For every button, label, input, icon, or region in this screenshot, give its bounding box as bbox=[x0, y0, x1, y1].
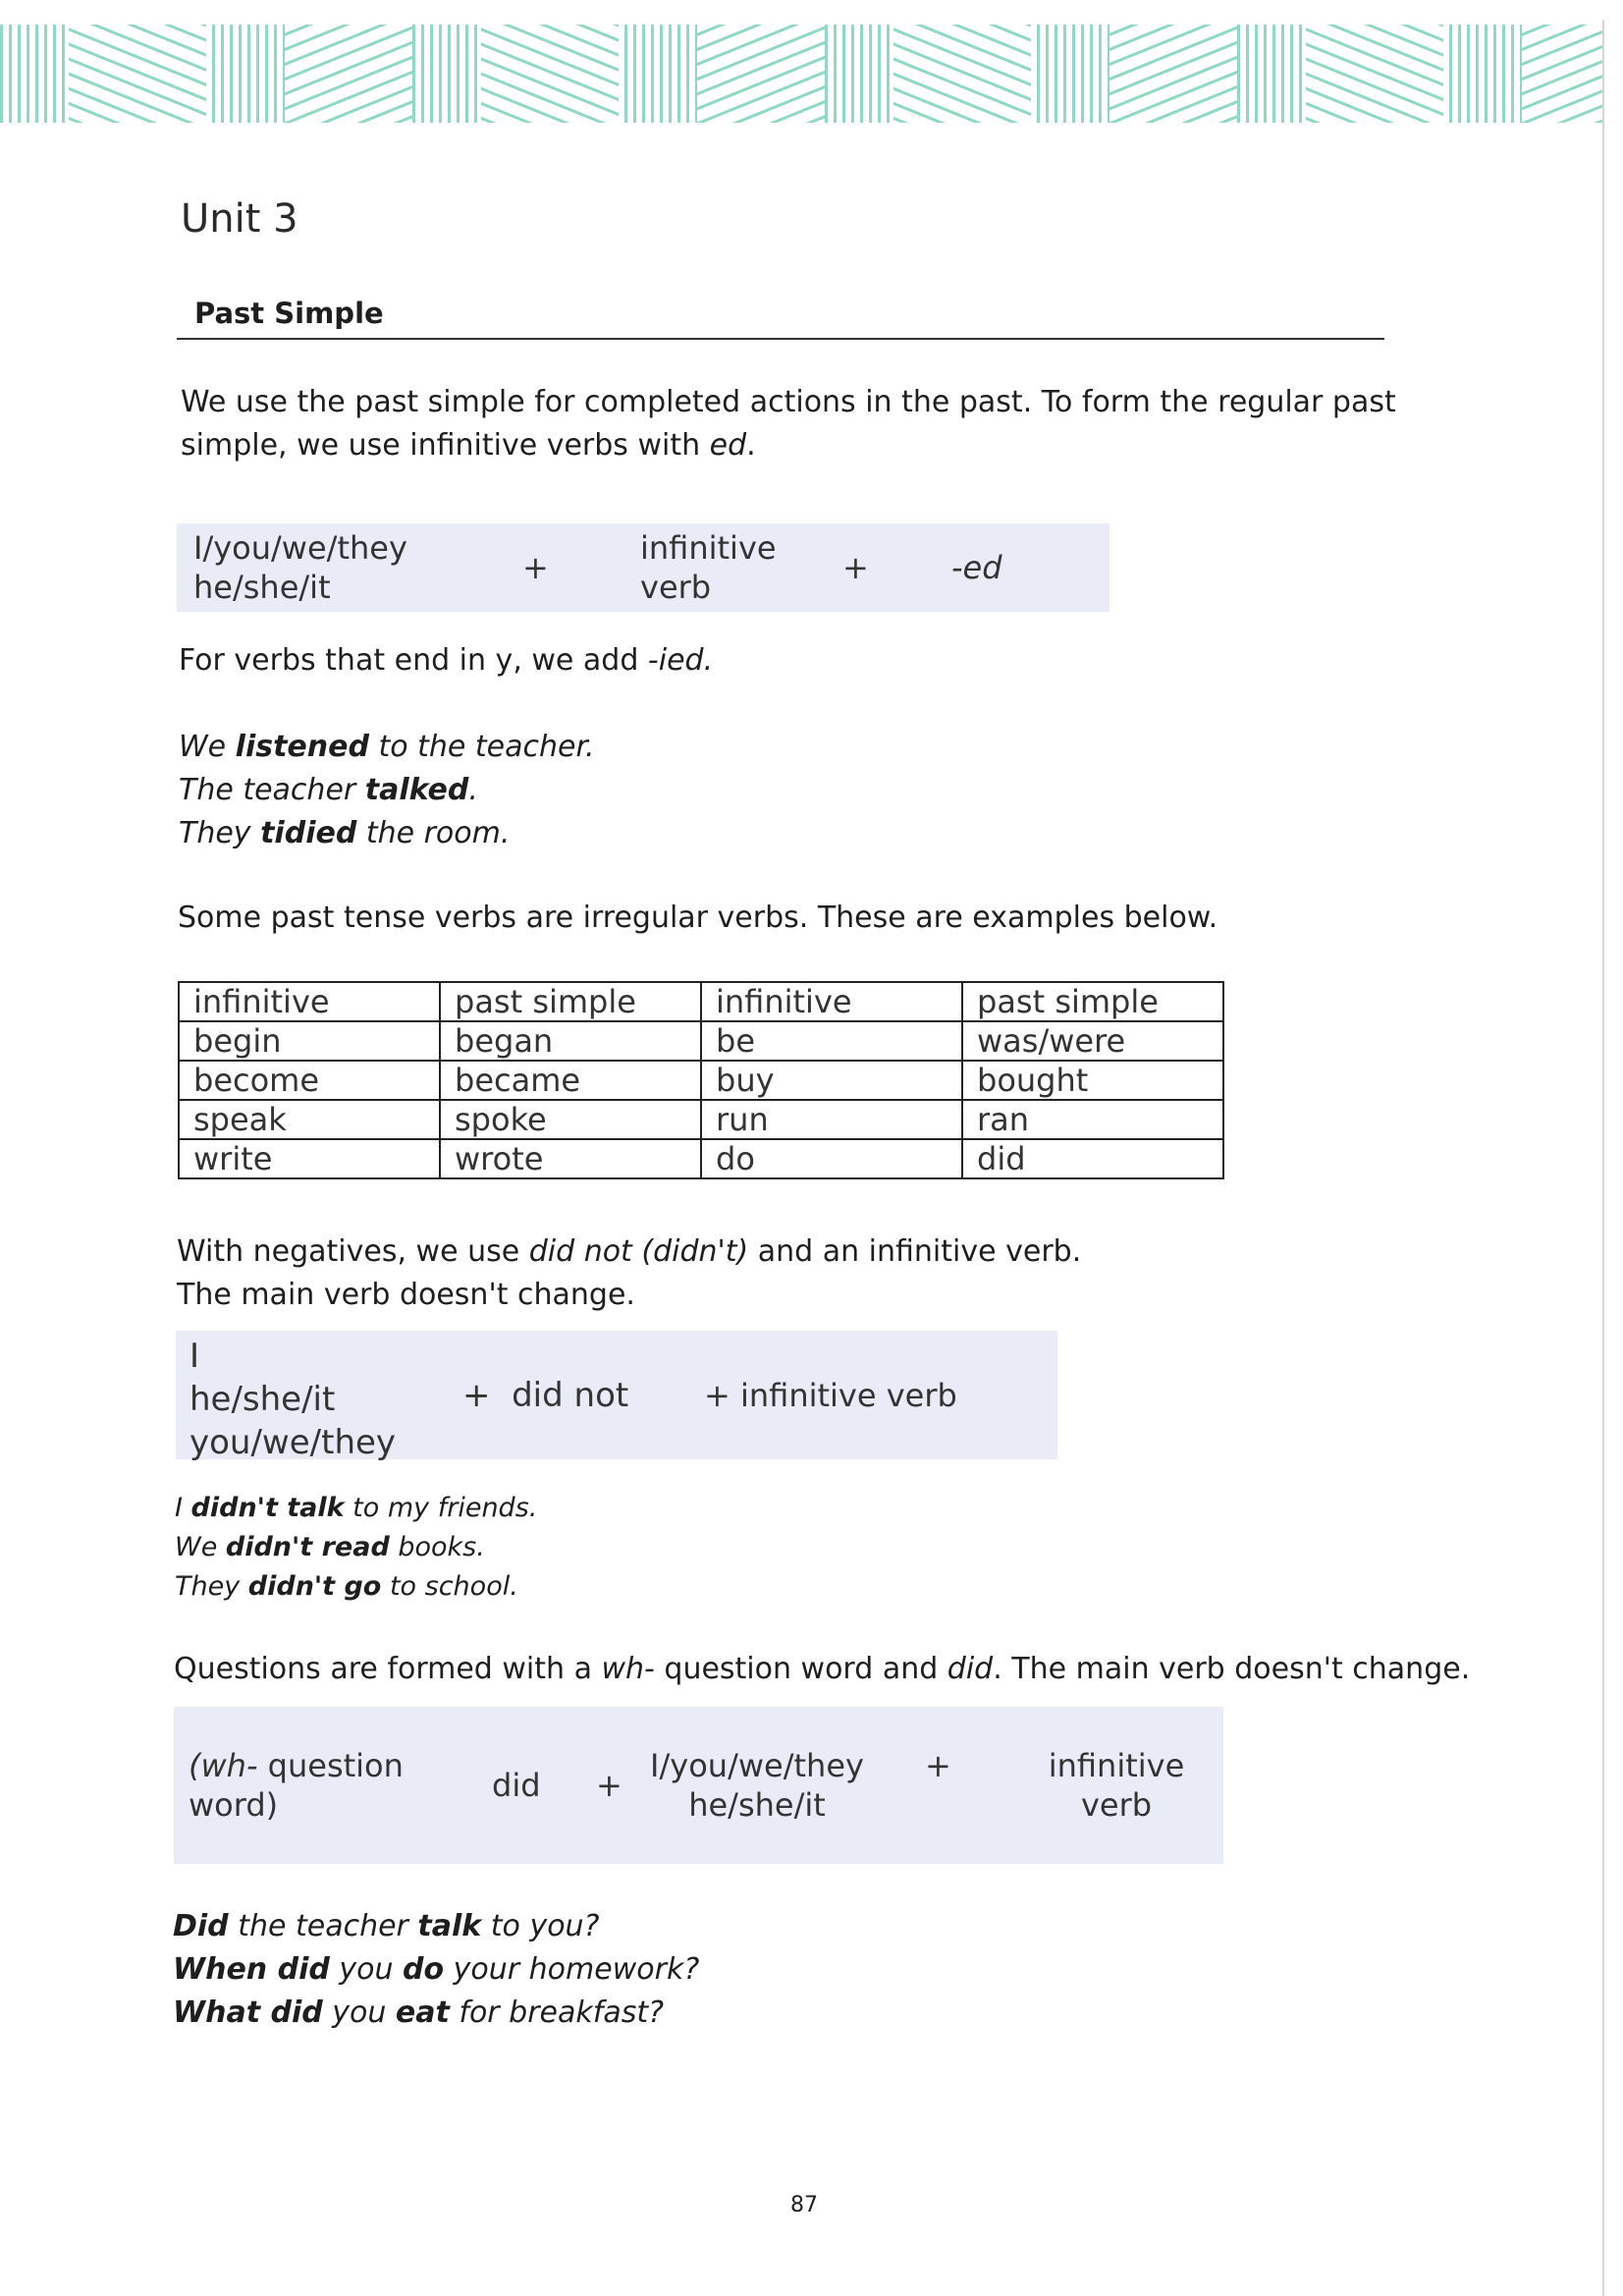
question-subject-line2: he/she/it bbox=[688, 1786, 826, 1824]
y-rule-em: -ied. bbox=[647, 643, 714, 678]
positive-verb-line1: infinitive bbox=[640, 529, 777, 567]
example-pre: We bbox=[179, 730, 236, 764]
table-cell: do bbox=[701, 1139, 962, 1178]
example-post: to school. bbox=[381, 1571, 518, 1602]
example-post: to the teacher. bbox=[368, 730, 595, 764]
positive-subject bbox=[193, 528, 407, 607]
positive-subject-line2: he/she/it bbox=[193, 569, 331, 606]
positive-example bbox=[179, 769, 595, 812]
heading-underline bbox=[177, 338, 1384, 340]
table-cell: be bbox=[701, 1021, 962, 1061]
table-cell: spoke bbox=[440, 1100, 701, 1139]
table-cell: was/were bbox=[962, 1021, 1223, 1061]
example-verb: didn't read bbox=[225, 1532, 390, 1562]
question-example bbox=[173, 1948, 699, 1992]
question-wh-line1 bbox=[189, 1746, 404, 1785]
question-examples bbox=[173, 1905, 699, 2035]
intro-text: We use the past simple for completed actions in the past. To form the regular past simple, we use infinitive verbs with bbox=[181, 385, 1396, 463]
positive-verb-line2: verb bbox=[640, 569, 712, 606]
positive-example bbox=[179, 812, 595, 855]
example-post: to my friends. bbox=[344, 1493, 538, 1523]
example-text: for breakfast? bbox=[449, 1995, 665, 2030]
negative-did-not: + did not bbox=[462, 1376, 629, 1415]
example-pre: The teacher bbox=[179, 773, 365, 807]
negative-infinitive-verb: + infinitive verb bbox=[704, 1377, 957, 1414]
table-header-row bbox=[179, 982, 1223, 1021]
example-text: to you? bbox=[481, 1909, 600, 1943]
negatives-post: and an infinitive verb. bbox=[748, 1234, 1082, 1269]
negative-subject-line2: he/she/it bbox=[189, 1380, 336, 1419]
unit-title: Unit 3 bbox=[181, 196, 298, 242]
question-wh-em: (wh- bbox=[189, 1747, 258, 1784]
question-plus-2: + bbox=[925, 1747, 951, 1784]
negative-formula-box bbox=[176, 1331, 1057, 1462]
questions-post: . The main verb doesn't change. bbox=[993, 1652, 1471, 1686]
question-verb-line2: verb bbox=[1080, 1786, 1153, 1824]
irregular-intro: Some past tense verbs are irregular verbs. These are examples below. bbox=[178, 901, 1218, 935]
table-row bbox=[179, 1061, 1223, 1100]
table-row bbox=[179, 1139, 1223, 1178]
example-verb: eat bbox=[395, 1995, 450, 2030]
question-plus-1: + bbox=[596, 1767, 622, 1804]
questions-pre: Questions are formed with a bbox=[174, 1652, 602, 1686]
positive-plus-1: + bbox=[522, 549, 549, 586]
example-verb: didn't go bbox=[247, 1571, 382, 1602]
question-wh-rest: question bbox=[257, 1747, 404, 1784]
question-wh-line2: word) bbox=[189, 1786, 279, 1824]
example-bold: What did bbox=[173, 1995, 323, 2030]
example-post: the room. bbox=[356, 816, 511, 850]
example-pre: I bbox=[175, 1493, 191, 1523]
question-example bbox=[173, 1992, 699, 2035]
questions-paragraph bbox=[174, 1648, 1470, 1691]
question-verb bbox=[1028, 1746, 1205, 1825]
table-cell: did bbox=[962, 1139, 1223, 1178]
y-rule-text: For verbs that end in y, we add bbox=[179, 643, 648, 678]
negatives-line1 bbox=[177, 1230, 1081, 1274]
intro-end: . bbox=[746, 428, 756, 463]
table-header: past simple bbox=[962, 982, 1223, 1021]
example-pre: They bbox=[175, 1571, 248, 1602]
negative-example bbox=[175, 1489, 537, 1528]
example-pre: We bbox=[175, 1532, 226, 1562]
question-subject-line1: I/you/we/they bbox=[650, 1747, 864, 1784]
table-row bbox=[179, 1021, 1223, 1061]
negative-example bbox=[175, 1567, 537, 1607]
negative-example bbox=[175, 1528, 537, 1567]
questions-em-wh: wh- bbox=[601, 1652, 655, 1686]
negatives-line2: The main verb doesn't change. bbox=[177, 1278, 635, 1312]
positive-example bbox=[179, 726, 595, 769]
question-did: did bbox=[492, 1767, 541, 1804]
table-header: infinitive bbox=[701, 982, 962, 1021]
questions-mid: question word and bbox=[654, 1652, 947, 1686]
table-cell: bought bbox=[962, 1061, 1223, 1100]
question-example bbox=[173, 1905, 699, 1948]
table-cell: wrote bbox=[440, 1139, 701, 1178]
table-cell: become bbox=[179, 1061, 440, 1100]
example-text: your homework? bbox=[444, 1952, 700, 1987]
example-bold: When did bbox=[173, 1952, 330, 1987]
table-cell: ran bbox=[962, 1100, 1223, 1139]
negative-subject-line3: you/we/they bbox=[189, 1423, 397, 1462]
negatives-paragraph bbox=[177, 1230, 1081, 1317]
example-verb: talk bbox=[417, 1909, 482, 1943]
question-verb-line1: infinitive bbox=[1048, 1747, 1185, 1784]
table-header: past simple bbox=[440, 982, 701, 1021]
table-cell: run bbox=[701, 1100, 962, 1139]
positive-examples bbox=[179, 726, 595, 855]
positive-formula-box bbox=[177, 523, 1109, 612]
question-wh-word bbox=[189, 1746, 404, 1825]
negative-subject-line1: I bbox=[189, 1337, 200, 1376]
y-rule bbox=[179, 639, 713, 683]
section-heading: Past Simple bbox=[194, 297, 384, 330]
irregular-verbs-table bbox=[178, 981, 1224, 1179]
example-post: . bbox=[468, 773, 478, 807]
example-verb: tidied bbox=[260, 816, 357, 850]
example-verb: didn't talk bbox=[190, 1493, 345, 1523]
positive-ending: -ed bbox=[951, 549, 1002, 586]
positive-plus-2: + bbox=[842, 549, 869, 586]
table-row bbox=[179, 1100, 1223, 1139]
table-cell: buy bbox=[701, 1061, 962, 1100]
decorative-header-banner bbox=[0, 15, 1602, 123]
page-number: 87 bbox=[790, 2193, 818, 2217]
question-formula-box bbox=[174, 1707, 1223, 1864]
example-pre: They bbox=[179, 816, 261, 850]
table-cell: speak bbox=[179, 1100, 440, 1139]
question-subject bbox=[649, 1746, 865, 1825]
positive-verb bbox=[640, 528, 777, 607]
positive-subject-line1: I/you/we/they bbox=[193, 529, 407, 567]
negative-subject bbox=[189, 1335, 396, 1464]
table-cell: write bbox=[179, 1139, 440, 1178]
table-cell: begin bbox=[179, 1021, 440, 1061]
page-edge-line bbox=[1602, 20, 1604, 2296]
example-bold: Did bbox=[173, 1909, 229, 1943]
table-cell: became bbox=[440, 1061, 701, 1100]
example-text: the teacher bbox=[228, 1909, 418, 1943]
intro-em: ed bbox=[709, 428, 747, 463]
negatives-em: did not (didn't) bbox=[528, 1234, 749, 1269]
example-verb: listened bbox=[235, 730, 369, 764]
example-text: you bbox=[329, 1952, 404, 1987]
example-verb: talked bbox=[364, 773, 469, 807]
intro-paragraph bbox=[181, 381, 1428, 467]
example-verb: do bbox=[403, 1952, 445, 1987]
negatives-pre: With negatives, we use bbox=[177, 1234, 529, 1269]
negative-examples bbox=[175, 1489, 537, 1607]
example-post: books. bbox=[389, 1532, 485, 1562]
table-header: infinitive bbox=[179, 982, 440, 1021]
questions-em-did: did bbox=[947, 1652, 994, 1686]
table-cell: began bbox=[440, 1021, 701, 1061]
example-text: you bbox=[322, 1995, 396, 2030]
